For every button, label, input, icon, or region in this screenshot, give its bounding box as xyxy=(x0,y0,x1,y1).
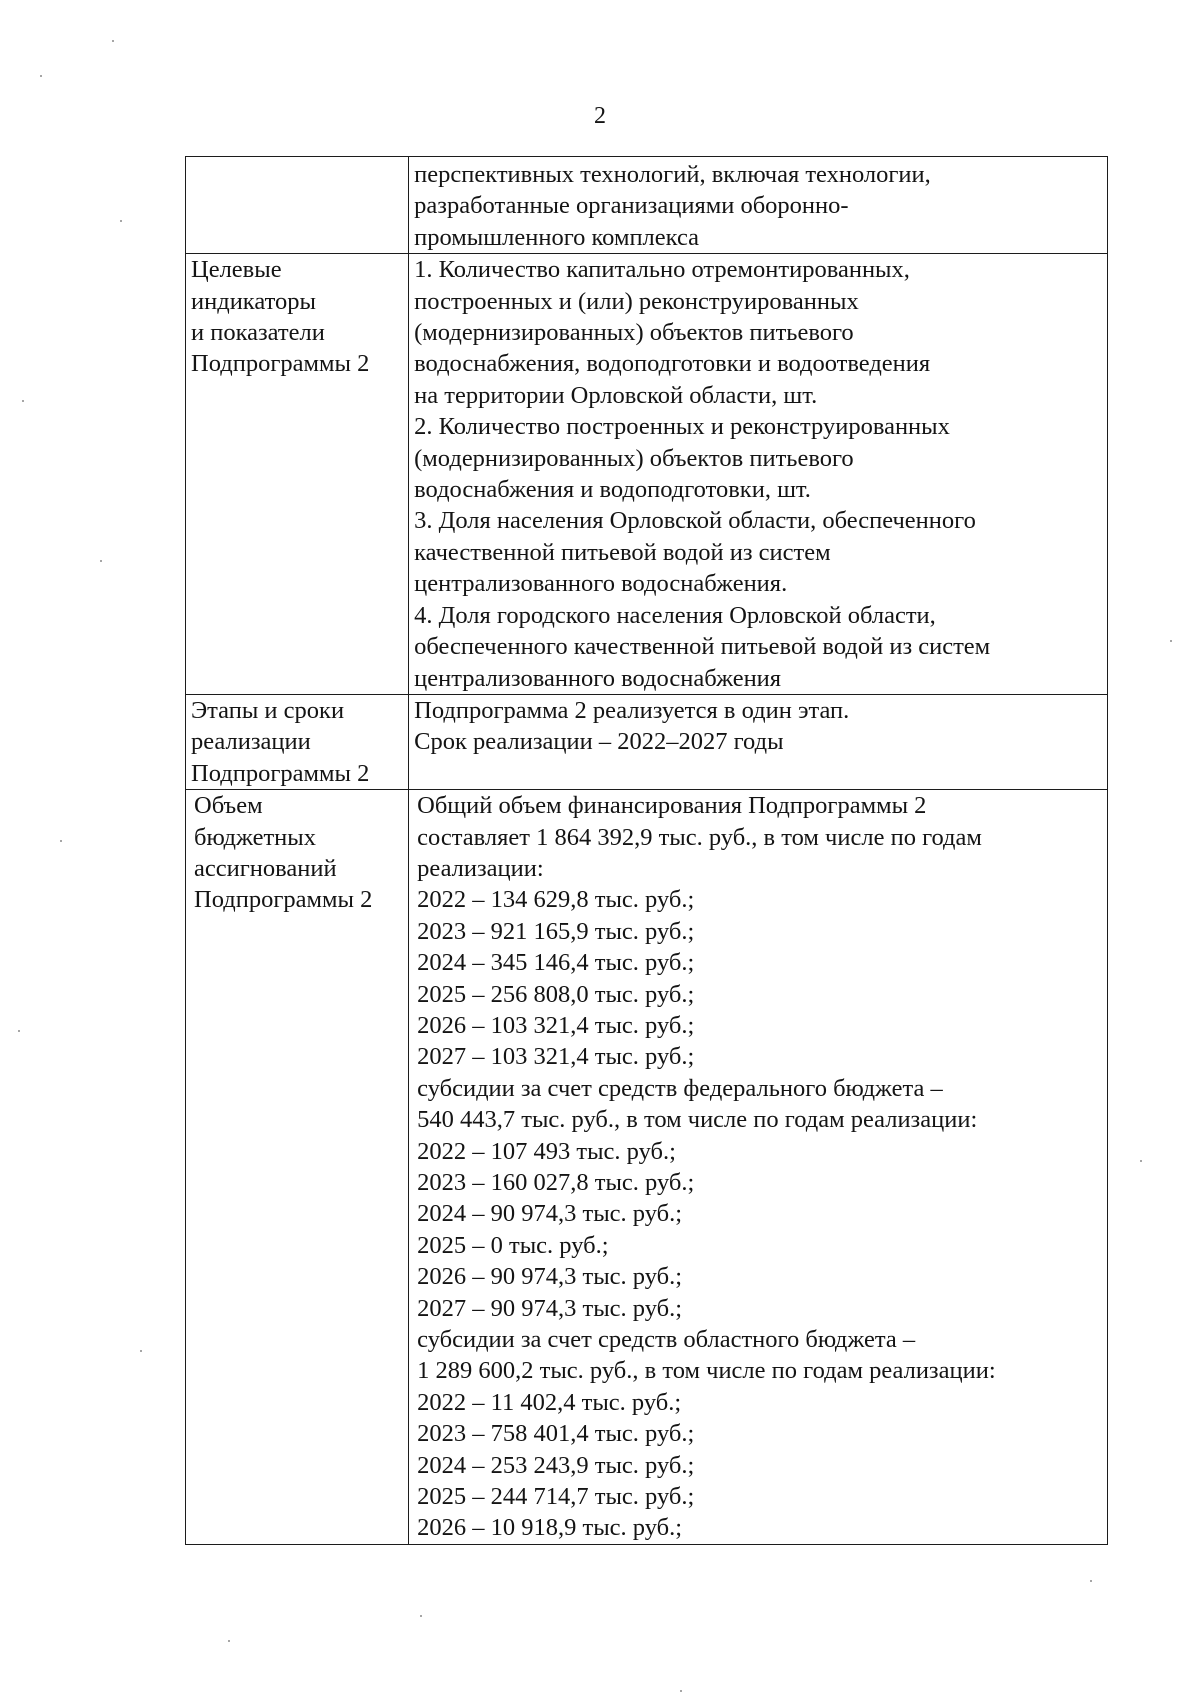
text-line: 3. Доля населения Орловской области, обеспеченного xyxy=(414,507,976,535)
text-line: 2. Количество построенных и реконструированных xyxy=(414,413,950,441)
table-row-target-indicators xyxy=(186,254,1108,695)
scan-speck xyxy=(112,40,114,42)
label-line: индикаторы xyxy=(191,287,316,315)
table-row-technologies-continuation xyxy=(186,157,1108,254)
text-line: 540 443,7 тыс. руб., в том числе по годам реализации: xyxy=(417,1106,978,1134)
text-line: реализации: xyxy=(417,854,544,882)
value-cell-target-indicators xyxy=(409,254,1108,695)
label-line: Целевые xyxy=(191,256,282,284)
scan-speck xyxy=(1140,1160,1142,1162)
text-line: водоснабжения, водоподготовки и водоотведения xyxy=(414,350,931,378)
text-line: качественной питьевой водой из систем xyxy=(414,538,831,566)
text-line: централизованного водоснабжения. xyxy=(414,570,788,598)
subprogram-passport-table xyxy=(185,156,1108,1545)
text-line: Срок реализации – 2022–2027 годы xyxy=(414,728,784,756)
text-line: 2026 – 90 974,3 тыс. руб.; xyxy=(417,1263,683,1291)
text-line: 2025 – 244 714,7 тыс. руб.; xyxy=(417,1483,695,1511)
value-cell-technologies xyxy=(409,157,1108,254)
text-line: 2022 – 11 402,4 тыс. руб.; xyxy=(417,1388,682,1416)
text-line: на территории Орловской области, шт. xyxy=(414,381,818,409)
scan-speck xyxy=(100,560,102,562)
text-line: (модернизированных) объектов питьевого xyxy=(414,319,854,347)
text-line: 1. Количество капитально отремонтированных, xyxy=(414,256,910,284)
label-line: реализации xyxy=(191,728,311,756)
scan-speck xyxy=(680,1690,682,1692)
text-line: 2025 – 0 тыс. руб.; xyxy=(417,1231,609,1259)
text-line: 2027 – 90 974,3 тыс. руб.; xyxy=(417,1294,683,1322)
text-line: 2026 – 103 321,4 тыс. руб.; xyxy=(417,1011,695,1039)
text-line: 2024 – 345 146,4 тыс. руб.; xyxy=(417,949,695,977)
scan-speck xyxy=(60,840,62,842)
label-line: бюджетных xyxy=(194,823,316,851)
text-line: 4. Доля городского населения Орловской области, xyxy=(414,601,936,629)
text-line: 2023 – 921 165,9 тыс. руб.; xyxy=(417,917,695,945)
text-line: (модернизированных) объектов питьевого xyxy=(414,444,854,472)
scan-speck xyxy=(420,1615,422,1617)
value-cell-budget-allocations xyxy=(409,790,1108,1545)
scan-speck xyxy=(18,1030,20,1032)
label-cell-empty xyxy=(186,157,409,254)
scan-speck xyxy=(228,1640,230,1642)
label-line: Подпрограммы 2 xyxy=(191,350,370,378)
page-number: 2 xyxy=(594,103,606,129)
label-line: Этапы и сроки xyxy=(191,696,345,724)
text-line: водоснабжения и водоподготовки, шт. xyxy=(414,476,811,504)
text-line: обеспеченного качественной питьевой водой из систем xyxy=(414,633,991,661)
text-line: субсидии за счет средств областного бюджета – xyxy=(417,1326,916,1354)
scan-speck xyxy=(1090,1580,1092,1582)
text-line: субсидии за счет средств федерального бюджета – xyxy=(417,1074,943,1102)
label-cell-target-indicators xyxy=(186,254,409,695)
text-line: 2023 – 160 027,8 тыс. руб.; xyxy=(417,1169,695,1196)
text-line: 1 289 600,2 тыс. руб., в том числе по годам реализации: xyxy=(417,1357,996,1385)
label-line: Объем xyxy=(194,792,263,820)
text-line: Общий объем финансирования Подпрограммы 2 xyxy=(417,792,927,820)
text-line: промышленного комплекса xyxy=(414,223,700,251)
label-line: Подпрограммы 2 xyxy=(194,886,373,914)
text-line: 2026 – 10 918,9 тыс. руб.; xyxy=(417,1514,683,1542)
text-line: перспективных технологий, включая технологии, xyxy=(414,161,931,188)
value-cell-stages-and-terms xyxy=(409,694,1108,789)
text-line: разработанные организациями оборонно- xyxy=(414,192,849,220)
scan-speck xyxy=(40,75,42,77)
label-cell-budget-allocations xyxy=(186,790,409,1545)
label-cell-stages-and-terms xyxy=(186,694,409,789)
text-line: 2024 – 90 974,3 тыс. руб.; xyxy=(417,1200,683,1228)
text-line: Подпрограмма 2 реализуется в один этап. xyxy=(414,696,850,724)
table-row-budget-allocations xyxy=(186,790,1108,1545)
text-line: построенных и (или) реконструированных xyxy=(414,287,859,315)
text-line: централизованного водоснабжения xyxy=(414,664,782,692)
scan-speck xyxy=(1170,640,1172,642)
text-line: 2023 – 758 401,4 тыс. руб.; xyxy=(417,1420,695,1448)
label-line: ассигнований xyxy=(194,854,337,882)
text-line: 2024 – 253 243,9 тыс. руб.; xyxy=(417,1451,695,1479)
scan-speck xyxy=(140,1350,142,1352)
text-line: 2022 – 134 629,8 тыс. руб.; xyxy=(417,886,695,914)
text-line: 2025 – 256 808,0 тыс. руб.; xyxy=(417,980,695,1008)
label-line: Подпрограммы 2 xyxy=(191,759,370,787)
text-line: 2022 – 107 493 тыс. руб.; xyxy=(417,1137,676,1165)
text-line: 2027 – 103 321,4 тыс. руб.; xyxy=(417,1043,695,1071)
scan-speck xyxy=(120,220,122,222)
text-line: составляет 1 864 392,9 тыс. руб., в том числе по годам xyxy=(417,823,982,851)
scan-speck xyxy=(22,400,24,402)
table-row-stages-and-terms xyxy=(186,694,1108,789)
label-line: и показатели xyxy=(191,319,325,347)
